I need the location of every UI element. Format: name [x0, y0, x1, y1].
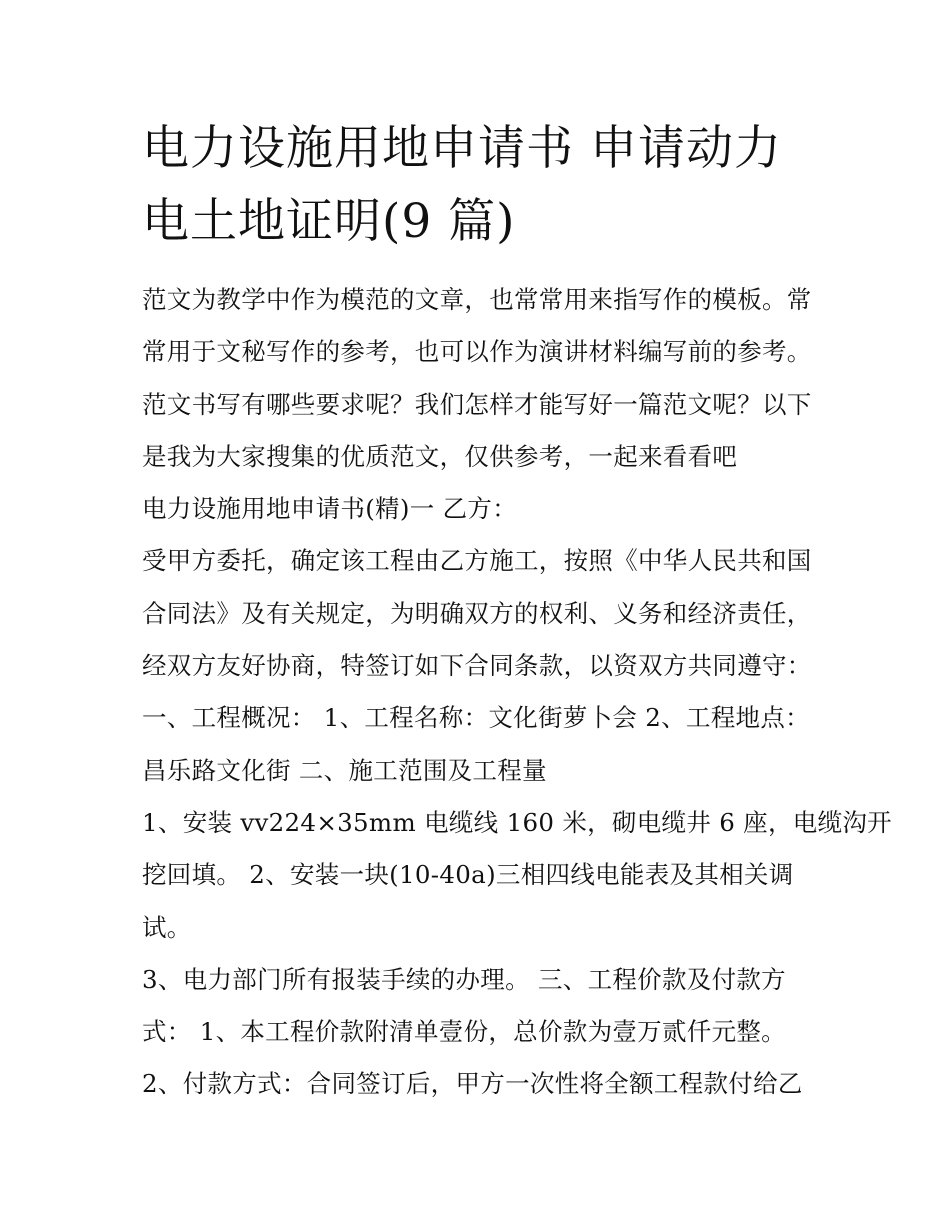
- body-line-10: 昌乐路文化街 二、施工范围及工程量: [142, 755, 547, 785]
- body-line-12: 挖回填。 2、安装一块(10-40a)三相四线电能表及其相关调: [142, 860, 794, 890]
- body-line-8: 经双方友好协商，特签订如下合同条款，以资双方共同遵守：: [142, 651, 812, 681]
- document-title: [142, 112, 822, 258]
- body-line-2: 常用于文秘写作的参考，也可以作为演讲材料编写前的参考。: [142, 337, 812, 367]
- body-line-6: 受甲方委托，确定该工程由乙方施工，按照《中华人民共和国: [142, 546, 812, 576]
- body-line-7: 合同法》及有关规定，为明确双方的权利、义务和经济责任，: [142, 598, 812, 628]
- body-line-9: 一、工程概况： 1、工程名称：文化街萝卜会 2、工程地点：: [142, 703, 810, 733]
- body-line-14: 3、电力部门所有报装手续的办理。 三、工程价款及付款方: [142, 964, 786, 994]
- body-line-4: 是我为大家搜集的优质范文，仅供参考，一起来看看吧: [142, 441, 738, 471]
- body-line-11: 1、安装 vv224×35mm 电缆线 160 米，砌电缆井 6 座，电缆沟开: [142, 807, 892, 837]
- body-line-1: 范文为教学中作为模范的文章，也常常用来指写作的模板。常: [142, 285, 812, 314]
- document-body: [142, 274, 892, 1111]
- body-line-5: 电力设施用地申请书(精)一 乙方：: [142, 494, 518, 524]
- body-line-15: 式： 1、本工程价款附清单壹份，总价款为壹万贰仟元整。: [142, 1017, 786, 1047]
- body-line-13: 试。: [142, 912, 192, 942]
- body-line-3: 范文书写有哪些要求呢？我们怎样才能写好一篇范文呢？以下: [142, 389, 812, 419]
- title-line-2: 电土地证明(9 篇): [142, 194, 516, 249]
- body-line-16: 2、付款方式：合同签订后，甲方一次性将全额工程款付给乙: [142, 1069, 803, 1099]
- title-line-1: 电力设施用地申请书 申请动力: [142, 121, 782, 176]
